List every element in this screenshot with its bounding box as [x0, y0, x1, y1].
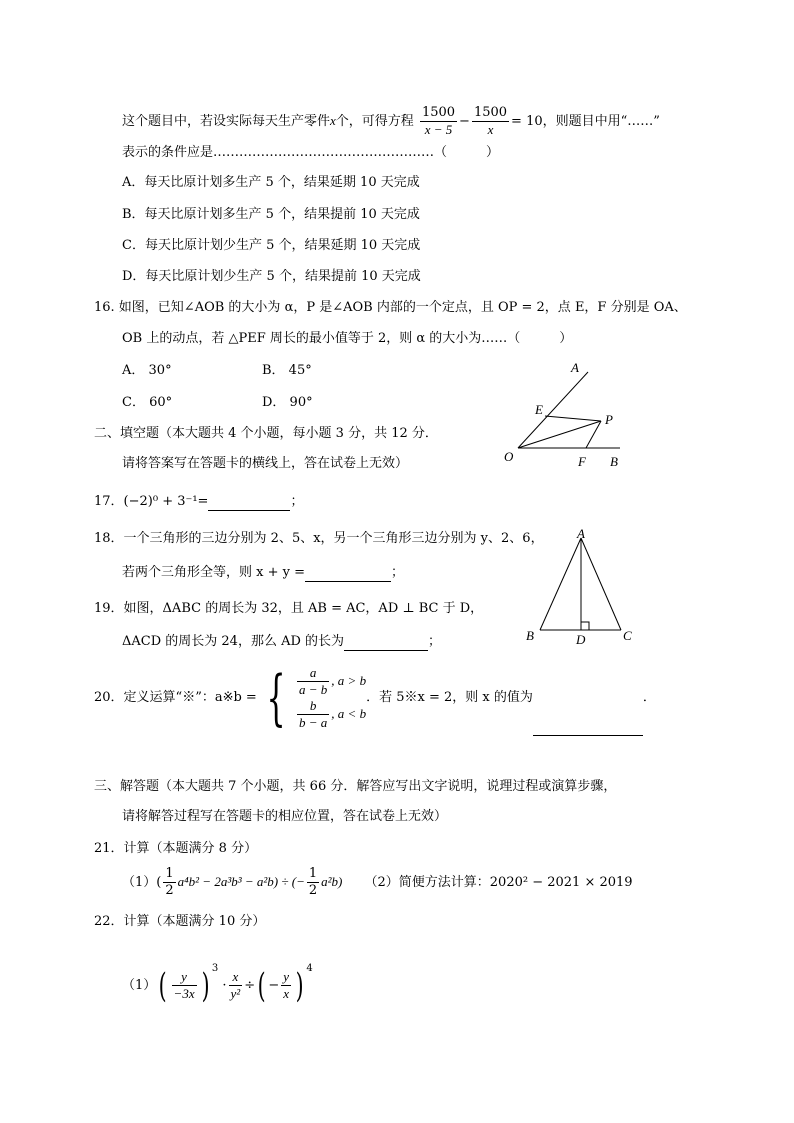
q19-line1: 19．如图，ΔABC 的周长为 32，且 AB = AC，AD ⊥ BC 于 D， — [94, 601, 484, 616]
q15-frac-2 — [472, 105, 509, 138]
q15-option-a: A．每天比原计划多生产 5 个，结果延期 10 天完成 — [122, 175, 420, 190]
q22-f3-den: x — [283, 986, 290, 1001]
q20-answer-blank — [533, 721, 643, 736]
q21-half-2 — [307, 866, 319, 899]
q22-frac-1 — [172, 969, 197, 1002]
q20-tail1: ．若 5※x = 2，则 x 的值为 — [366, 690, 533, 705]
q21-half1-den: 2 — [165, 883, 174, 898]
q17-tail: ； — [290, 494, 304, 509]
q15-frac2-den: x — [487, 122, 494, 137]
q21-part2: （2）简便方法计算：2020² − 2021 × 2019 — [364, 875, 633, 890]
fig19-side-ac — [581, 538, 621, 630]
q22-div: ÷ — [244, 978, 256, 993]
q21-part1-b: a⁴b² − 2a³b³ − a²b) ÷ (− — [177, 874, 305, 889]
q22-dot: · — [222, 978, 227, 993]
q21-parts — [122, 862, 633, 903]
q22-f2-num: x — [229, 969, 243, 986]
q20-cases — [295, 665, 366, 731]
section2-heading: 二、填空题（本大题共 4 个小题，每小题 3 分，共 12 分． — [94, 426, 438, 441]
q18-line2 — [122, 564, 404, 582]
q15-frac2-num: 1500 — [473, 105, 508, 120]
q20-case1-den: a − b — [299, 681, 328, 697]
q15-option-d: D．每天比原计划少生产 5 个，结果提前 10 天完成 — [122, 269, 421, 284]
q18-answer-blank — [305, 567, 391, 582]
q15-stem-a: 这个题目中，若设实际每天生产零件 — [122, 114, 331, 129]
fig16-label-p: P — [605, 412, 613, 427]
q21-part1-a: （1）( — [122, 875, 162, 890]
q17-answer-blank — [208, 496, 290, 511]
q22-lparen-2: ( — [257, 965, 266, 1006]
q20-case2-den: b − a — [299, 714, 328, 730]
q20-tail2: ． — [642, 690, 656, 705]
q15-line2: 表示的条件应是……………………………………………（ ） — [122, 145, 500, 160]
q21-half-1 — [163, 866, 175, 899]
q21-half2-den: 2 — [308, 883, 318, 898]
fig16-label-b: B — [610, 454, 618, 469]
q15-option-b: B．每天比原计划多生产 5 个，结果提前 10 天完成 — [122, 207, 420, 222]
q20-case-1 — [295, 665, 366, 698]
section2-note: 请将答案写在答题卡的横线上，答在试卷上无效） — [122, 456, 409, 471]
section3-note: 请将解答过程写在答题卡的相应位置，答在试卷上无效） — [122, 809, 448, 824]
fig16-label-f: F — [578, 454, 586, 469]
q18-line1: 18．一个三角形的三边分别为 2、5、x，另一个三角形三边分别为 y、2、6， — [94, 531, 544, 546]
q21-half2-num: 1 — [308, 866, 318, 881]
q15-eq-rhs: = 10 — [511, 114, 543, 129]
q20-case2-frac — [297, 698, 329, 731]
q19-tail: ； — [428, 634, 442, 649]
q22-neg: − — [268, 978, 280, 993]
q19-text: ΔACD 的周长为 24，那么 AD 的长为 — [122, 634, 345, 649]
fig19-right-angle-mark — [581, 622, 589, 630]
q18-text: 若两个三角形全等，则 x + y = — [122, 565, 305, 580]
q22-rparen-1: ) — [201, 965, 210, 1006]
q20-case1-num: a — [297, 665, 329, 682]
q17-text: 17．(−2)⁰ + 3⁻¹= — [94, 494, 209, 509]
fig19-label-a: A — [577, 526, 585, 541]
q15-frac-1 — [420, 105, 457, 138]
q22-rparen-2: ) — [295, 965, 304, 1006]
q15-frac1-den: x − 5 — [424, 122, 453, 137]
q17 — [94, 493, 303, 511]
q21-part1-c: a²b) — [321, 874, 343, 889]
q16-line2: OB 上的动点，若 △PEF 周长的最小值等于 2，则 α 的大小为……（ ） — [122, 331, 573, 346]
q15-var-x: x — [330, 113, 336, 128]
q20-case2-cond: , a < b — [331, 705, 367, 721]
q21-half1-num: 1 — [165, 866, 174, 881]
q16-option-c: C． 60° — [122, 395, 173, 410]
q22-f1-num: y — [172, 969, 197, 986]
q20-lead: 20．定义运算“※”：a※b = — [94, 690, 257, 705]
q22-title: 22．计算（本题满分 10 分） — [94, 914, 266, 929]
q16-line1: 16. 如图，已知∠AOB 的大小为 α，P 是∠AOB 内部的一个定点，且 OP = 2，点 E，F 分别是 OA、 — [94, 300, 687, 315]
q16-option-b: B． 45° — [262, 363, 312, 378]
q20-case2-num: b — [297, 698, 329, 715]
q15-stem-b: 个，可得方程 — [335, 114, 414, 129]
q16-angle-figure — [498, 358, 638, 473]
q15-frac1-num: 1500 — [421, 105, 456, 120]
q22-frac-3 — [281, 969, 291, 1002]
q20-case-2 — [295, 698, 366, 731]
q16-option-a: A． 30° — [122, 363, 172, 378]
q22-exp4: 4 — [306, 963, 313, 974]
fig16-label-a: A — [571, 360, 579, 375]
q21-title: 21．计算（本题满分 8 分） — [94, 841, 258, 856]
q22-part1-label: （1） — [122, 978, 157, 993]
q22-part1 — [122, 944, 313, 1011]
q22-lparen-1: ( — [158, 965, 167, 1006]
fig16-label-o: O — [504, 449, 514, 464]
q20 — [94, 660, 656, 736]
q15-minus: − — [459, 114, 470, 129]
fig19-label-b: B — [526, 628, 534, 643]
q22-f2-den: y² — [230, 986, 241, 1001]
q19-triangle-figure — [520, 526, 645, 648]
q20-case1-cond: , a > b — [331, 672, 367, 688]
q19-line2 — [122, 633, 441, 651]
fig19-side-ab — [540, 538, 581, 630]
q22-exp3: 3 — [211, 963, 219, 974]
q16-option-d: D． 90° — [262, 395, 313, 410]
section3-heading: 三、解答题（本大题共 7 个小题，共 66 分．解答应写出文字说明，说理过程或演算步骤， — [94, 779, 617, 794]
q15-option-c: C．每天比原计划少生产 5 个，结果延期 10 天完成 — [122, 238, 421, 253]
q22-frac-2 — [229, 969, 243, 1002]
q20-brace: { — [266, 662, 286, 733]
fig16-segment-ep — [545, 416, 601, 421]
q15-stem-c: ，则题目中用“……” — [542, 114, 660, 129]
q22-f1-den: −3x — [173, 986, 195, 1001]
q19-answer-blank — [344, 636, 428, 651]
q15-stem — [122, 101, 660, 142]
q22-f3-num: y — [283, 969, 290, 984]
fig19-label-d: D — [576, 632, 586, 647]
q20-case1-frac — [297, 665, 329, 698]
fig19-label-c: C — [623, 628, 632, 643]
fig16-label-e: E — [535, 402, 543, 417]
q18-tail: ； — [391, 565, 405, 580]
